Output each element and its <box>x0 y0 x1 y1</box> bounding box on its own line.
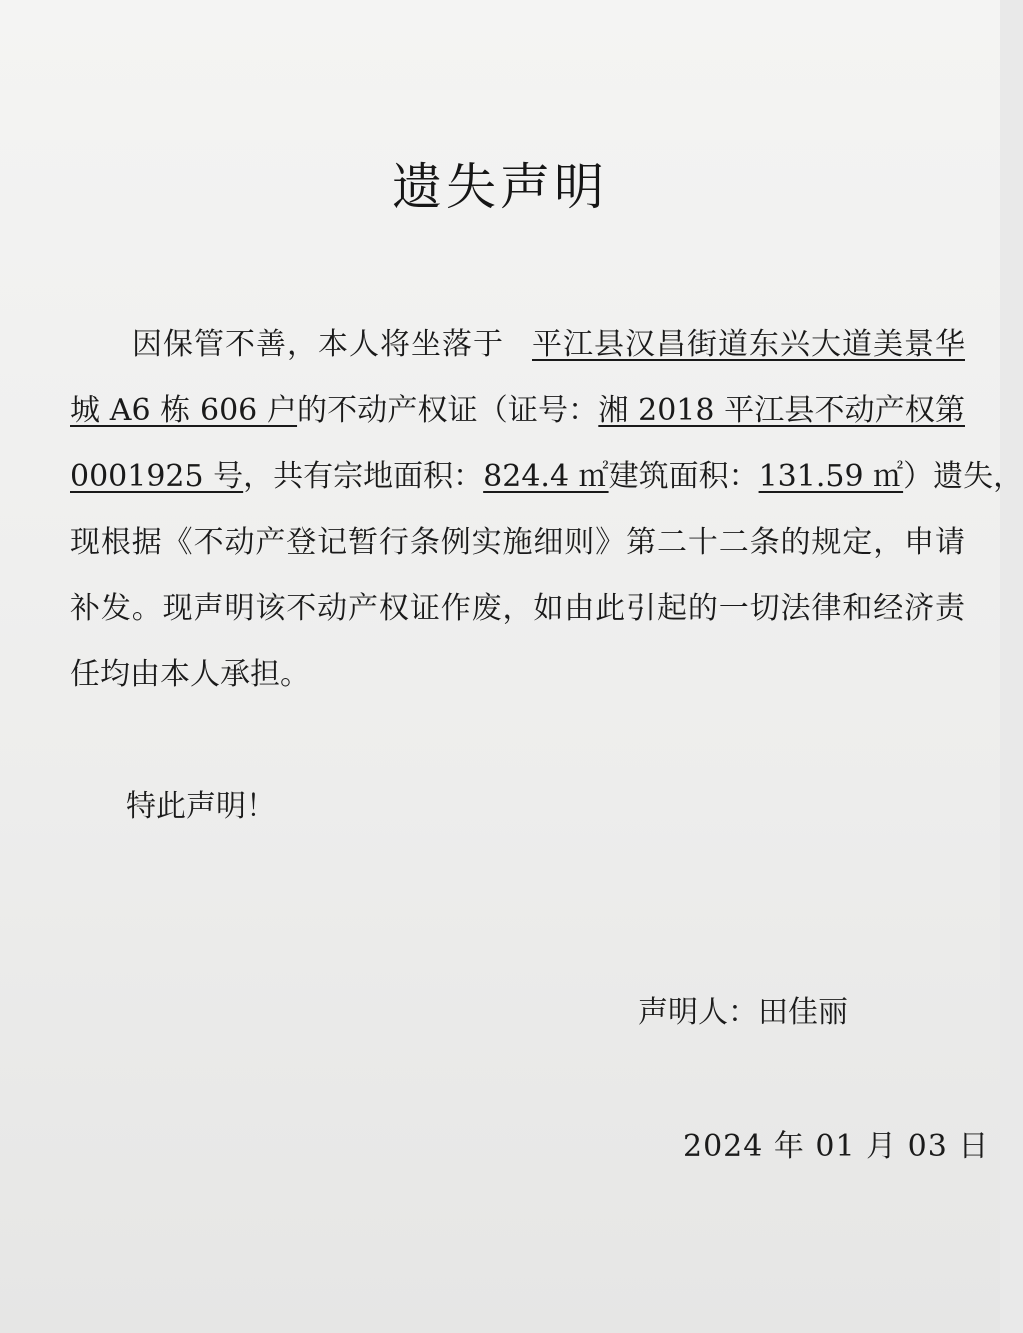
declaration-date: 2024 年 01 月 03 日 <box>683 1129 990 1164</box>
body-line-3-end: ）遗失， <box>903 459 1023 494</box>
declaration-body <box>70 312 1023 708</box>
body-line-3-mid: ，共有宗地面积： <box>243 459 484 494</box>
property-address-part-1: 平江县汉昌街道东兴大道美景华 <box>532 327 965 362</box>
body-line-1-prefix: 因保管不善，本人将坐落于 <box>132 327 504 362</box>
building-area-label: 建筑面积： <box>608 459 759 494</box>
certificate-number-part-2: 0001925 号 <box>70 459 244 494</box>
declarant-signature: 声明人：田佳丽 <box>638 995 848 1030</box>
body-line-5: 补发。现声明该不动产权证作废，如由此引起的一切法律和经济责 <box>70 591 965 626</box>
certificate-number-part-1: 湘 2018 平江县不动产权第 <box>598 393 965 428</box>
property-address-part-2: 城 A6 栋 606 户 <box>70 393 298 428</box>
body-line-6: 任均由本人承担。 <box>70 657 310 692</box>
body-line-2-mid: 的不动产权证（证号： <box>297 393 599 428</box>
closing-statement: 特此声明！ <box>126 789 276 824</box>
document-title: 遗失声明 <box>392 158 608 216</box>
body-line-1 <box>70 312 965 378</box>
body-line-4: 现根据《不动产登记暂行条例实施细则》第二十二条的规定，申请 <box>70 525 965 560</box>
body-line-3 <box>70 444 1023 510</box>
body-line-2 <box>70 378 965 444</box>
building-area-value: 131.59 ㎡ <box>758 459 904 494</box>
land-area-value: 824.4 ㎡ <box>483 459 609 494</box>
